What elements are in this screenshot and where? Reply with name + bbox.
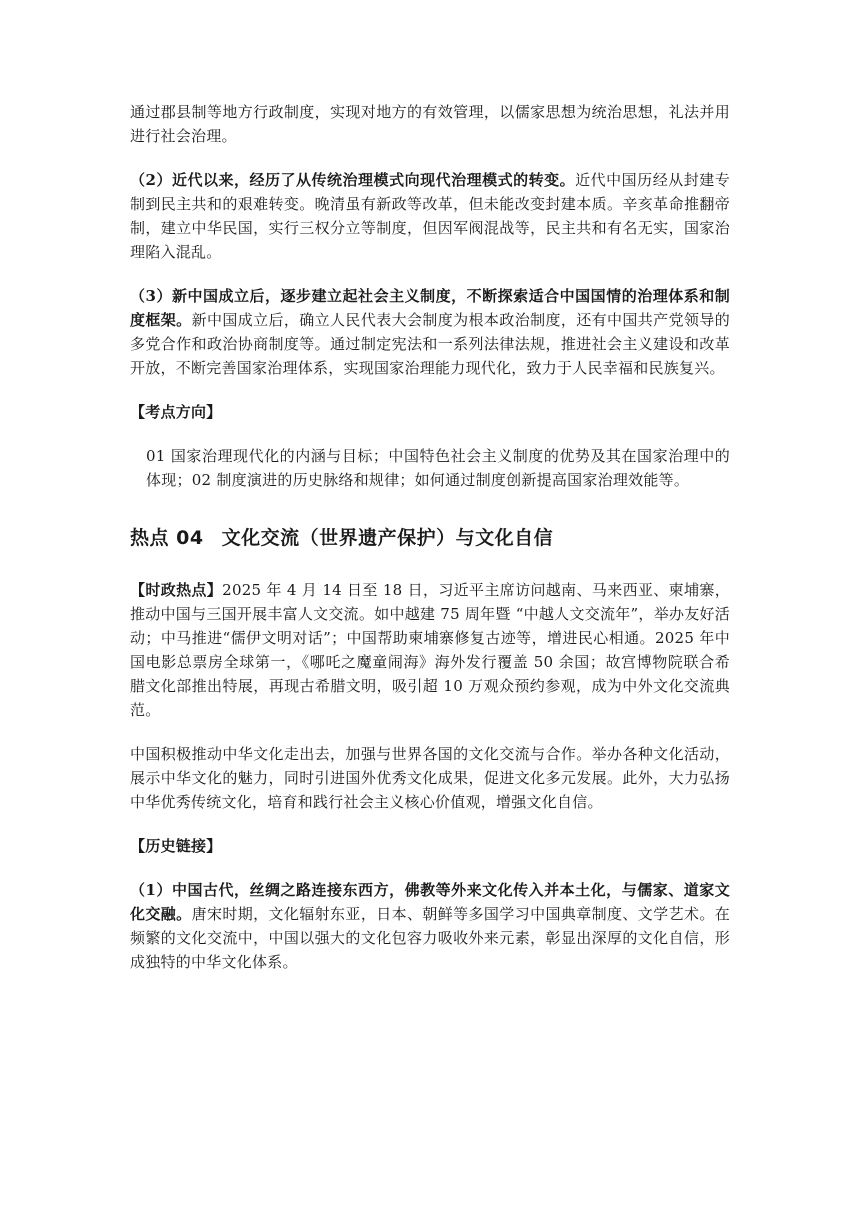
news-paragraph: [130, 578, 730, 722]
modern-era-body: 近代中国历经从封建专制到民主共和的艰难转变。晚清虽有新政等改革，但未能改变封建本质。辛亥革命推翻帝制，建立中华民国，实行三权分立等制度，但因军阀混战等，民主共和有名无实，国家治理陷入混乱。: [130, 171, 730, 261]
ancient-china-paragraph: [130, 878, 730, 974]
new-china-paragraph: [130, 284, 730, 380]
ancient-china-body: 唐宋时期，文化辐射东亚，日本、朝鲜等多国学习中国典章制度、文学艺术。在频繁的文化交流中，中国以强大的文化包容力吸收外来元素，彰显出深厚的文化自信，形成独特的中华文化体系。: [130, 905, 730, 971]
news-label: 【时政热点】: [130, 581, 223, 599]
modern-era-lead: （2）近代以来，经历了从传统治理模式向现代治理模式的转变。: [130, 171, 576, 189]
news-body: 2025 年 4 月 14 日至 18 日，习近平主席访问越南、马来西亚、柬埔寨，推动中国与三国开展丰富人文交流。如中越建 75 周年暨 “中越人文交流年”，举办友好活动；中马推进“儒伊文明对话”；中国帮助柬埔寨修复古迹等，增进民心相通。2025 年中国电影总票房全球第一，《哪吒之魔童闹海》海外发行覆盖 50 余国；故宫博物院联合希腊文化部推出特展，再现古希腊文明，吸引超 10 万观众预约参观，成为中外文化交流典范。: [130, 581, 730, 719]
hot-topic-text: 文化交流（世界遗产保护）与文化自信: [221, 527, 554, 549]
hot-topic-title: [130, 524, 730, 552]
culture-paragraph: 中国积极推动中华文化走出去，加强与世界各国的文化交流与合作。举办各种文化活动，展示中华文化的魅力，同时引进国外优秀文化成果，促进文化多元发展。此外，大力弘扬中华优秀传统文化，培育和践行社会主义核心价值观，增强文化自信。: [130, 745, 730, 811]
hot-topic-number: 热点 04: [130, 527, 204, 549]
new-china-body: 新中国成立后，确立人民代表大会制度为根本政治制度，还有中国共产党领导的多党合作和政治协商制度等。通过制定宪法和一系列法律法规，推进社会主义建设和改革开放，不断完善国家治理体系，实现国家治理能力现代化，致力于人民幸福和民族复兴。: [130, 311, 730, 377]
exam-direction-heading: 【考点方向】: [130, 403, 222, 421]
intro-paragraph: 通过郡县制等地方行政制度，实现对地方的有效管理，以儒家思想为统治思想，礼法并用进行社会治理。: [130, 103, 730, 145]
history-link-heading: 【历史链接】: [130, 837, 222, 855]
modern-era-paragraph: [130, 168, 730, 264]
new-china-lead: （3）新中国成立后，逐步建立起社会主义制度，不断探索适合中国国情的治理体系和制度框架。: [130, 287, 730, 329]
document-page: [130, 100, 730, 974]
exam-points-text: 01 国家治理现代化的内涵与目标；中国特色社会主义制度的优势及其在国家治理中的体现；02 制度演进的历史脉络和规律；如何通过制度创新提高国家治理效能等。: [146, 447, 730, 489]
ancient-china-lead: （1）中国古代，丝绸之路连接东西方，佛教等外来文化传入并本土化，与儒家、道家文化交融。: [130, 881, 730, 923]
